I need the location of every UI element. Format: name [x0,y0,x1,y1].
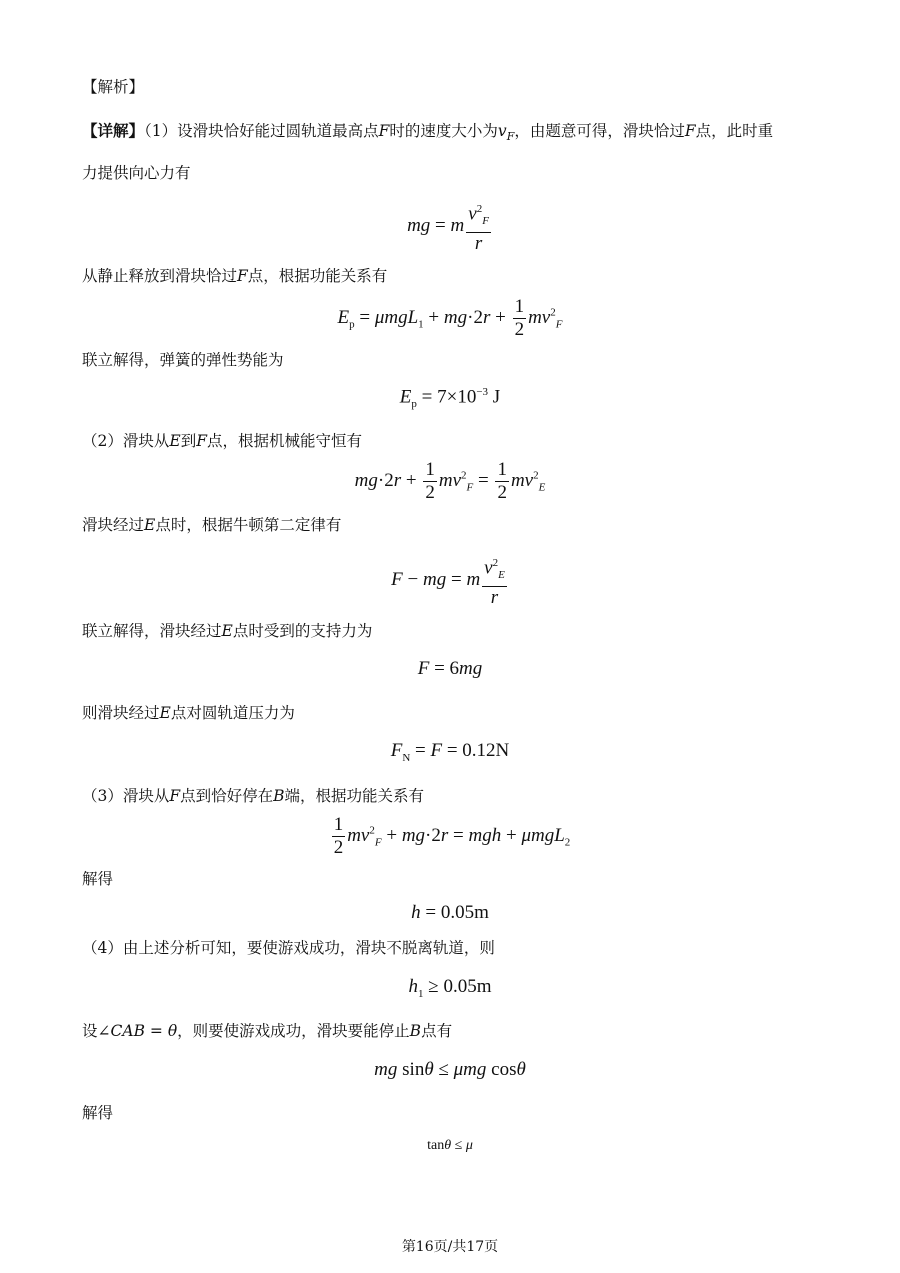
equation-normal-force: $F_N = F = 0.12N$ [390,740,510,764]
paragraph-part4: （4）由上述分析可知，要使游戏成功，滑块不脱离轨道，则 [82,939,495,957]
equation-h1-condition: $h_1 \ge 0.05m$ [408,976,492,1000]
equation-potential-value: $E_p = 7\times 10^{-3}$ J [399,386,501,411]
paragraph-solve-potential: 联立解得，弹簧的弹性势能为 [82,351,284,369]
paragraph-solve-h: 解得 [82,870,114,888]
equation-friction-condition: mg sinθ ≤ μmg cosθ [374,1059,526,1080]
equation-mechanical-energy: mg·2r + $\frac{1}{2}$ $mv^2_F$ = $\frac{1}{2}$ $mv^2_E$ [354,459,546,503]
equation-h-value: h = 0.05m [411,902,489,923]
paragraph-solve-tan: 解得 [82,1104,114,1122]
equation-energy-part3: $\frac{1}{2}$ $mv^2_F + mg\cdot 2r$ = mgh + μmgL$_2$ [333,814,571,858]
paragraph-release: 从静止释放到滑块恰过F点，根据功能关系有 [82,267,388,285]
equation-centripetal: mg = m $\frac{v^2_F}{r}$ [0,198,900,255]
paragraph-support-force: 联立解得，滑块经过E点时受到的支持力为 [82,622,373,640]
equation-newton-second: F − mg = m $\frac{v^2_E}{r}$ [0,552,900,609]
section-label: 【解析】 [82,78,145,96]
paragraph-part2: （2）滑块从E到F点，根据机械能守恒有 [82,432,362,450]
paragraph-angle: 设∠CAB = θ，则要使游戏成功，滑块要能停止B点有 [82,1022,453,1040]
paragraph-part3: （3）滑块从F点到恰好停在B端，根据功能关系有 [82,787,425,805]
page-number: 第16页/共17页 [401,1239,499,1255]
detail-paragraph-line2: 力提供向心力有 [82,164,191,182]
equation-energy-release: $E_p = \mu mgL_1 + mg\cdot 2r$ + $\frac{1}{2}$ $mv^2_F$ [337,296,563,340]
paragraph-newton: 滑块经过E点时，根据牛顿第二定律有 [82,516,342,534]
equation-tan-condition: tanθ ≤ μ [427,1138,473,1153]
detail-label: 【详解】 [82,121,145,140]
equation-support-value: F = 6mg [417,658,483,679]
detail-paragraph-line1: 【详解】（1）设滑块恰好能过圆轨道最高点F时的速度大小为$v_F$，由题意可得，滑块恰过F点，此时重 [82,121,774,144]
paragraph-pressure: 则滑块经过E点对圆轨道压力为 [82,704,295,722]
